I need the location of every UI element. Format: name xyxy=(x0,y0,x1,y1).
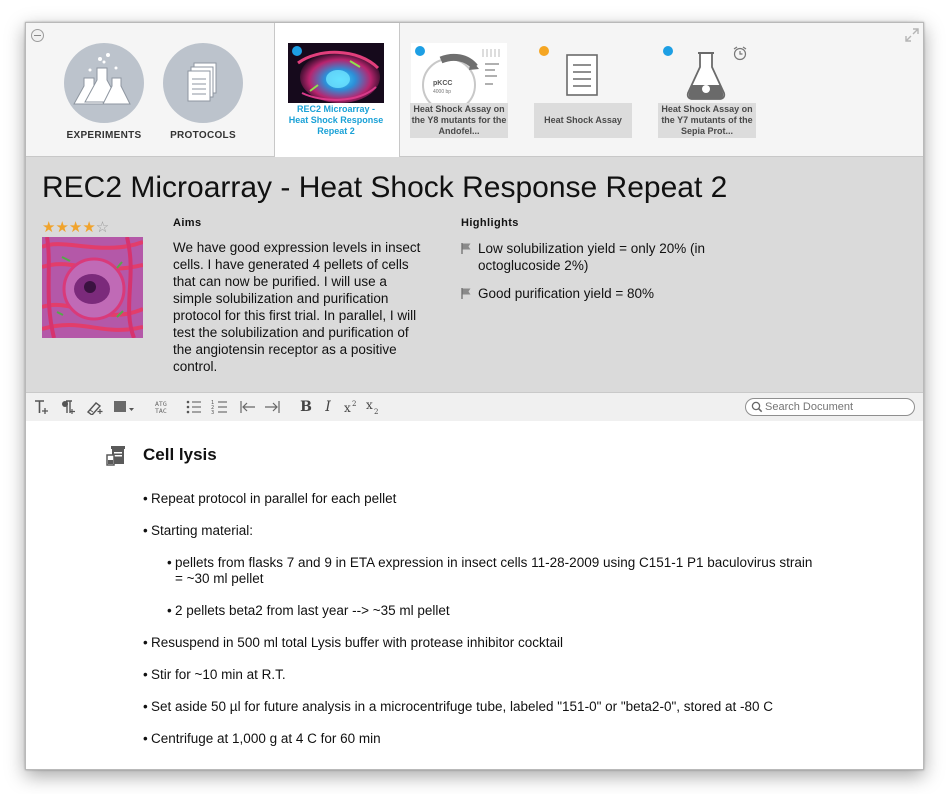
svg-text:2: 2 xyxy=(352,400,357,408)
svg-text:1: 1 xyxy=(211,400,215,406)
alarm-clock-icon xyxy=(732,45,748,61)
experiments-nav[interactable] xyxy=(54,43,154,141)
italic-button[interactable]: I xyxy=(325,399,331,415)
tab-heat-shock-y7[interactable] xyxy=(646,23,770,156)
star-rating[interactable] xyxy=(42,218,109,236)
status-dot xyxy=(415,46,425,56)
highlighter-icon[interactable] xyxy=(84,398,106,416)
app-window xyxy=(25,22,924,770)
status-dot xyxy=(539,46,549,56)
subscript-button[interactable] xyxy=(364,398,382,416)
fullscreen-icon[interactable] xyxy=(905,28,919,42)
tab-caption: REC2 Microarray - Heat Shock Response Repeat 2 xyxy=(288,104,384,136)
highlight-text: Low solubilization yield = only 20% (in octoglucoside 2%) xyxy=(478,241,706,273)
experiments-label: EXPERIMENTS xyxy=(66,130,142,141)
indent-icon[interactable] xyxy=(262,398,282,416)
tab-caption: Heat Shock Assay xyxy=(534,103,632,138)
list-item[interactable]: • Centrifuge at 1,000 g at 4 C for 60 min xyxy=(143,731,381,746)
list-item[interactable]: • Starting material: xyxy=(143,523,254,538)
svg-text:x: x xyxy=(366,398,373,412)
search-input[interactable] xyxy=(765,399,905,414)
highlight-item[interactable] xyxy=(461,240,721,274)
list-item[interactable]: • pellets from flasks 7 and 9 in ETA expression in insect cells 11-28-2009 using C151-1 P1 baculovirus strain = ~30 ml pellet xyxy=(167,555,813,586)
search-field[interactable] xyxy=(745,398,915,416)
list-item[interactable]: • 2 pellets beta2 from last year --> ~35 ml pellet xyxy=(167,603,450,618)
documents-icon xyxy=(163,43,243,123)
svg-text:3: 3 xyxy=(211,410,215,415)
list-item[interactable]: • Stir for ~10 min at R.T. xyxy=(143,667,286,682)
search-icon xyxy=(751,401,763,413)
svg-text:ATG: ATG xyxy=(155,400,167,408)
document-icon xyxy=(535,43,631,105)
color-picker-icon[interactable] xyxy=(112,398,136,416)
tab-caption: Heat Shock Assay on the Y8 mutants for the Andofel... xyxy=(411,104,507,136)
list-item[interactable]: • Resuspend in 500 ml total Lysis buffer with protease inhibitor cocktail xyxy=(143,635,563,650)
protocols-nav[interactable] xyxy=(153,43,253,141)
text-style-icon[interactable] xyxy=(32,398,52,416)
flasks-icon xyxy=(64,43,144,123)
svg-text:2: 2 xyxy=(374,408,379,416)
list-item[interactable]: • Set aside 50 µl for future analysis in a microcentrifuge tube, labeled "151-0" or "beta2-0", stored at -80 C xyxy=(143,699,774,714)
plasmid-map-thumbnail xyxy=(411,43,507,105)
bullet-list-icon[interactable] xyxy=(184,398,204,416)
microscopy-thumbnail xyxy=(288,43,384,105)
tab-caption: Heat Shock Assay on the Y7 mutants of the Sepia Prot... xyxy=(658,103,756,138)
highlight-text: Good purification yield = 80% xyxy=(478,286,654,301)
list-item[interactable]: • Repeat protocol in parallel for each pellet xyxy=(143,491,397,506)
svg-text:2: 2 xyxy=(211,405,215,411)
stars-filled: ★★★★ xyxy=(42,219,96,236)
plasmid-name: pKCC xyxy=(433,80,453,87)
document-body[interactable] xyxy=(26,421,923,769)
collapse-icon[interactable] xyxy=(31,29,44,42)
numbered-list-icon[interactable] xyxy=(210,398,230,416)
status-dot xyxy=(292,46,302,56)
stars-empty: ☆ xyxy=(95,219,110,236)
svg-text:x: x xyxy=(344,401,351,415)
protocol-section-icon xyxy=(105,444,129,468)
svg-text:TAC: TAC xyxy=(155,407,167,415)
experiment-title[interactable]: REC2 Microarray - Heat Shock Response Repeat 2 xyxy=(42,171,728,204)
tab-heat-shock-y8[interactable] xyxy=(398,23,522,156)
formatting-toolbar xyxy=(26,392,923,422)
protocols-label: PROTOCOLS xyxy=(170,130,236,141)
status-dot xyxy=(663,46,673,56)
plasmid-size: 4000 bp xyxy=(433,89,452,95)
highlights-heading: Highlights xyxy=(461,217,519,229)
paragraph-icon[interactable] xyxy=(58,398,78,416)
aims-text[interactable]: We have good expression levels in insect cells. I have generated 4 pellets of cells that can now be purified. I will use a simple solubilization and purification protocol for this first trial. In parallel, I will test the solubilization and purification of the angiotensin receptor as a positive control. xyxy=(173,240,421,374)
aims-heading: Aims xyxy=(173,217,202,229)
experiment-cover-image[interactable] xyxy=(42,237,143,338)
top-bar xyxy=(26,23,923,157)
highlight-item[interactable] xyxy=(461,285,721,302)
flag-icon xyxy=(461,242,472,254)
tab-rec2-microarray[interactable] xyxy=(274,23,400,157)
bold-button[interactable]: B xyxy=(300,399,312,415)
outdent-icon[interactable] xyxy=(238,398,258,416)
superscript-button[interactable] xyxy=(342,398,360,416)
section-title[interactable]: Cell lysis xyxy=(143,445,217,464)
flag-icon xyxy=(461,287,472,299)
experiment-header xyxy=(26,157,923,392)
dna-sequence-icon[interactable] xyxy=(153,398,175,416)
tab-heat-shock-assay[interactable] xyxy=(522,23,646,156)
